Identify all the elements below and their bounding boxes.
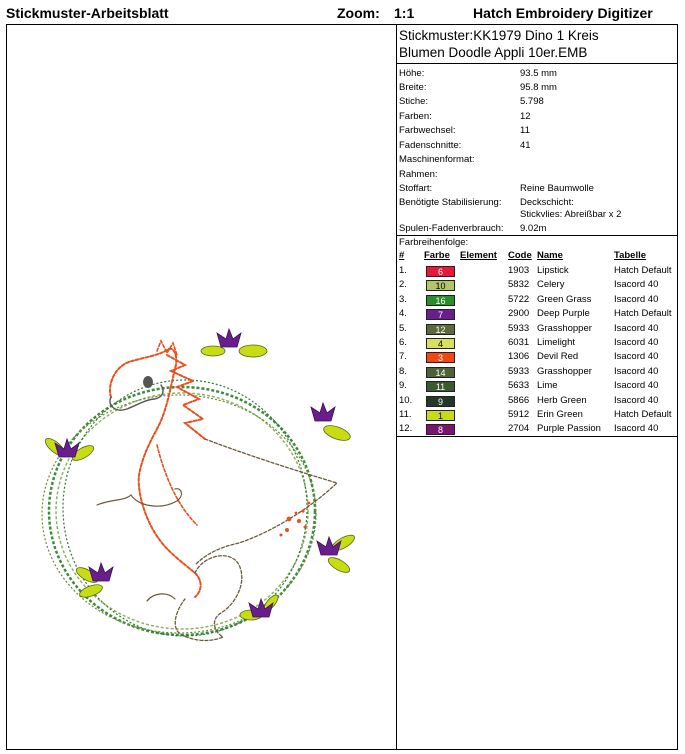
color-row [397, 380, 677, 394]
design-properties: Höhe: 93.5 mm Breite: 95.8 mm Stiche: 5.798 Farben: 12 Farbwechsel: 11 Fadenschnitte: 41 Maschinenformat: Rahmen: Stoffart: Reine Baumwolle Benötigte Stabilisierung: Deckschicht: Stickvlies: Abreißbar x 2 Spulen-Fadenverbrauch: 9.02m [397, 65, 677, 236]
color-table: Isacord 40 [614, 423, 659, 435]
color-table: Isacord 40 [614, 293, 659, 305]
color-swatch: 12 [426, 324, 455, 335]
color-table: Hatch Default [614, 409, 672, 420]
color-row-number: 12. [399, 423, 413, 435]
color-row [397, 351, 677, 365]
design-preview-panel [7, 25, 397, 749]
color-code: 5912 [508, 409, 530, 420]
color-row [397, 395, 677, 409]
color-code: 5832 [508, 279, 530, 291]
color-row [397, 423, 677, 437]
color-code: 2900 [508, 308, 530, 320]
color-table: Isacord 40 [614, 365, 659, 377]
color-row [397, 294, 677, 308]
software-name: Hatch Embroidery Digitizer [473, 5, 653, 21]
worksheet-title: Stickmuster-Arbeitsblatt [6, 5, 169, 21]
color-row-number: 5. [399, 322, 407, 334]
color-swatch: 4 [426, 338, 455, 349]
color-row-number: 11. [399, 409, 412, 420]
color-name: Grasshopper [537, 322, 592, 334]
color-swatch: 8 [426, 424, 455, 435]
zoom-value: 1:1 [394, 5, 415, 21]
color-row-number: 8. [399, 365, 407, 377]
color-swatch: 7 [426, 309, 455, 320]
color-table: Isacord 40 [614, 322, 659, 334]
color-name: Deep Purple [537, 308, 590, 320]
color-swatch: 9 [426, 396, 455, 407]
color-row [397, 308, 677, 322]
color-row-number: 4. [399, 308, 407, 320]
color-table: Isacord 40 [614, 337, 659, 348]
color-row-number: 9. [399, 380, 407, 392]
color-swatch: 6 [426, 266, 455, 277]
color-name: Grasshopper [537, 365, 592, 377]
color-table: Isacord 40 [614, 394, 659, 406]
design-name-line2: Blumen Doodle Appli 10er.EMB [399, 45, 588, 60]
color-name: Limelight [537, 337, 576, 348]
page-header [0, 0, 685, 24]
color-swatch: 14 [426, 367, 455, 378]
color-swatch: 16 [426, 295, 455, 306]
color-name: Green Grass [537, 293, 592, 305]
color-row [397, 265, 677, 279]
col-header-table: Tabelle [614, 250, 647, 261]
color-row-number: 7. [399, 351, 407, 363]
zoom-label: Zoom: [337, 5, 380, 21]
color-code: 5866 [508, 394, 530, 406]
color-name: Celery [537, 279, 565, 291]
color-row-number: 3. [399, 293, 407, 305]
color-row-number: 1. [399, 265, 407, 276]
design-name [397, 25, 677, 64]
color-row [397, 323, 677, 337]
color-sequence [397, 236, 677, 437]
color-row-number: 6. [399, 337, 407, 348]
design-name-line1: Stickmuster:KK1979 Dino 1 Kreis [399, 28, 599, 43]
color-sequence-title: Farbreihenfolge: [399, 237, 469, 248]
color-name: Erin Green [537, 409, 583, 420]
color-swatch: 11 [426, 381, 455, 392]
color-code: 5722 [508, 293, 530, 305]
col-header-num: # [399, 250, 405, 261]
color-name: Purple Passion [537, 423, 601, 435]
worksheet-frame [6, 24, 678, 750]
color-row-number: 10. [399, 394, 413, 406]
design-preview-image [7, 25, 396, 749]
color-row [397, 279, 677, 293]
color-code: 5933 [508, 322, 530, 334]
info-panel [397, 25, 677, 749]
color-name: Lipstick [537, 265, 569, 276]
color-swatch: 3 [426, 352, 455, 363]
color-swatch: 10 [426, 280, 455, 291]
color-table: Isacord 40 [614, 351, 659, 363]
color-swatch: 1 [426, 410, 455, 421]
color-row [397, 366, 677, 380]
color-table: Hatch Default [614, 265, 672, 276]
color-code: 2704 [508, 423, 530, 435]
col-header-color: Farbe [424, 250, 450, 261]
color-code: 6031 [508, 337, 530, 348]
color-code: 1903 [508, 265, 530, 276]
color-row-number: 2. [399, 279, 407, 291]
color-name: Herb Green [537, 394, 587, 406]
color-code: 5633 [508, 380, 530, 392]
col-header-element: Element [460, 250, 497, 261]
col-header-code: Code [508, 250, 532, 261]
color-row [397, 409, 677, 423]
color-table: Isacord 40 [614, 279, 659, 291]
color-table: Hatch Default [614, 308, 672, 320]
color-name: Devil Red [537, 351, 579, 363]
color-name: Lime [537, 380, 558, 392]
color-table: Isacord 40 [614, 380, 659, 392]
col-header-name: Name [537, 250, 563, 261]
color-code: 1306 [508, 351, 530, 363]
color-code: 5933 [508, 365, 530, 377]
color-row [397, 337, 677, 351]
